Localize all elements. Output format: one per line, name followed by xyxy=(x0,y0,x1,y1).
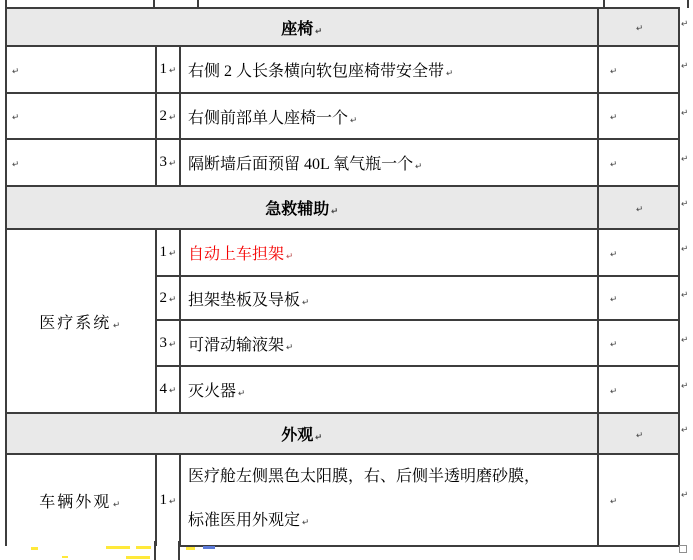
section-header-row-exterior xyxy=(6,413,679,454)
highlight-fragment xyxy=(62,556,68,558)
row-end-mark: ↵ xyxy=(680,243,690,255)
section-header-label: 外观 xyxy=(281,427,314,444)
cell-end-mark: ↵ xyxy=(168,294,178,305)
description-cell[interactable] xyxy=(180,93,598,139)
empty-value-cell[interactable] xyxy=(598,454,679,546)
row-number-cell[interactable] xyxy=(156,93,180,139)
table-resize-handle[interactable] xyxy=(679,545,687,553)
side-label-text: 车辆外观 xyxy=(39,494,112,511)
cell-end-mark: ↵ xyxy=(314,432,324,444)
description-line: 医疗舱左侧黑色太阳膜，右、后侧半透明磨砂膜， xyxy=(188,468,541,485)
cell-end-mark: ↵ xyxy=(635,23,644,35)
description-line: 标准医用外观定↵ xyxy=(188,499,597,545)
section-header-label: 座椅 xyxy=(281,20,314,38)
row-end-mark: ↵ xyxy=(680,18,690,30)
cell-end-mark: ↵ xyxy=(301,517,311,529)
empty-value-cell[interactable] xyxy=(598,366,679,413)
table-row xyxy=(6,454,679,546)
row-number-cell[interactable] xyxy=(156,320,180,366)
row-number: 1 xyxy=(159,61,167,77)
table-row xyxy=(6,93,679,139)
continuing-column-border xyxy=(178,541,180,560)
description-cell[interactable] xyxy=(180,320,598,366)
cell-end-mark: ↵ xyxy=(11,159,21,170)
highlight-fragment xyxy=(186,547,195,550)
row-number: 1 xyxy=(159,244,167,260)
row-number-cell[interactable] xyxy=(156,46,180,93)
highlight-fragment xyxy=(31,547,38,550)
row-end-mark: ↵ xyxy=(680,153,690,165)
cell-end-mark: ↵ xyxy=(349,115,359,126)
side-label-text: 医疗系统 xyxy=(39,314,112,332)
empty-value-cell[interactable] xyxy=(598,139,679,186)
row-end-mark: ↵ xyxy=(680,424,690,436)
description-cell[interactable] xyxy=(180,276,598,320)
cell-end-mark: ↵ xyxy=(609,66,619,77)
cell-end-mark: ↵ xyxy=(635,430,644,441)
cell-end-mark: ↵ xyxy=(314,26,324,37)
row-number: 3 xyxy=(159,154,167,170)
cell-end-mark: ↵ xyxy=(11,66,21,77)
cell-end-mark: ↵ xyxy=(330,206,340,218)
description-text: 灭火器 xyxy=(188,383,237,400)
cell-end-mark: ↵ xyxy=(168,158,178,170)
cell-end-mark: ↵ xyxy=(635,204,644,215)
description-text: 隔断墙后面预留 40L 氧气瓶一个 xyxy=(188,156,414,173)
row-number: 2 xyxy=(159,289,167,306)
highlight-fragment xyxy=(136,546,151,549)
description-cell[interactable] xyxy=(180,454,598,546)
cell-end-mark: ↵ xyxy=(168,339,178,350)
highlight-fragment xyxy=(106,546,130,549)
empty-label-cell[interactable] xyxy=(6,46,156,93)
row-end-mark: ↵ xyxy=(680,334,690,346)
continuing-column-border xyxy=(154,541,156,560)
cell-end-mark: ↵ xyxy=(301,297,311,308)
side-label-vehicle-exterior[interactable] xyxy=(6,454,156,546)
row-end-mark: ↵ xyxy=(680,198,690,210)
empty-value-cell[interactable] xyxy=(598,320,679,366)
empty-label-cell[interactable] xyxy=(6,93,156,139)
row-end-mark: ↵ xyxy=(680,60,690,72)
empty-value-cell[interactable] xyxy=(598,46,679,93)
section-header-empty-cell[interactable] xyxy=(598,186,679,229)
cell-end-mark: ↵ xyxy=(112,319,124,332)
cut-off-text-fragment xyxy=(203,546,215,549)
highlight-fragment xyxy=(126,556,150,559)
cell-end-mark: ↵ xyxy=(11,112,21,124)
section-header-exterior[interactable] xyxy=(6,413,598,454)
section-header-seats[interactable] xyxy=(6,8,598,46)
table-row xyxy=(6,46,679,93)
row-end-mark: ↵ xyxy=(680,380,690,392)
cell-end-mark: ↵ xyxy=(609,496,619,508)
row-number: 4 xyxy=(159,381,167,397)
empty-value-cell[interactable] xyxy=(598,229,679,276)
table-row xyxy=(6,139,679,186)
cell-end-mark: ↵ xyxy=(285,342,295,353)
cell-end-mark: ↵ xyxy=(609,159,619,170)
cell-end-mark: ↵ xyxy=(168,65,178,77)
description-text: 右侧 2 人长条横向软包座椅带安全带 xyxy=(188,63,445,80)
row-number-cell[interactable] xyxy=(156,276,180,320)
empty-value-cell[interactable] xyxy=(598,93,679,139)
cell-end-mark: ↵ xyxy=(168,496,178,508)
row-end-mark: ↵ xyxy=(680,289,690,301)
table-row xyxy=(6,229,679,276)
description-text: 可滑动输液架 xyxy=(188,336,285,354)
side-label-medical-system[interactable] xyxy=(6,229,156,413)
cell-end-mark: ↵ xyxy=(609,294,619,306)
cell-end-mark: ↵ xyxy=(609,386,619,397)
section-header-first-aid[interactable] xyxy=(6,186,598,229)
description-text: 右侧前部单人座椅一个 xyxy=(188,109,349,127)
cell-end-mark: ↵ xyxy=(609,112,619,124)
cell-end-mark: ↵ xyxy=(168,112,178,123)
row-number-cell[interactable] xyxy=(156,139,180,186)
description-text: 担架垫板及导板 xyxy=(188,291,301,309)
row-number: 2 xyxy=(159,107,167,124)
top-sliver-right-border xyxy=(687,0,689,8)
cell-end-mark: ↵ xyxy=(445,68,455,80)
cell-end-mark: ↵ xyxy=(609,339,619,351)
description-cell[interactable] xyxy=(180,46,598,93)
section-header-empty-cell[interactable] xyxy=(598,8,679,46)
empty-value-cell[interactable] xyxy=(598,276,679,320)
description-text-red: 自动上车担架 xyxy=(188,246,285,263)
cell-end-mark: ↵ xyxy=(414,161,424,173)
description-cell[interactable] xyxy=(180,229,598,276)
row-number: 3 xyxy=(159,334,167,351)
spec-table xyxy=(5,7,680,547)
cell-end-mark: ↵ xyxy=(168,248,178,260)
row-number-cell[interactable] xyxy=(156,229,180,276)
section-header-label: 急救辅助 xyxy=(265,201,330,218)
description-cell[interactable] xyxy=(180,366,598,413)
description-cell[interactable] xyxy=(180,139,598,186)
row-number-cell[interactable] xyxy=(156,366,180,413)
cell-end-mark: ↵ xyxy=(168,385,178,397)
empty-label-cell[interactable] xyxy=(6,139,156,186)
section-header-row-first-aid xyxy=(6,186,679,229)
section-header-empty-cell[interactable] xyxy=(598,413,679,454)
cell-end-mark: ↵ xyxy=(237,388,247,400)
cell-end-mark: ↵ xyxy=(112,499,124,511)
row-number: 1 xyxy=(159,492,167,508)
cell-end-mark: ↵ xyxy=(609,249,619,260)
row-end-mark: ↵ xyxy=(680,107,690,119)
row-number-cell[interactable] xyxy=(156,454,180,546)
row-end-mark: ↵ xyxy=(680,489,690,501)
section-header-row-seats xyxy=(6,8,679,46)
cell-end-mark: ↵ xyxy=(285,251,295,263)
